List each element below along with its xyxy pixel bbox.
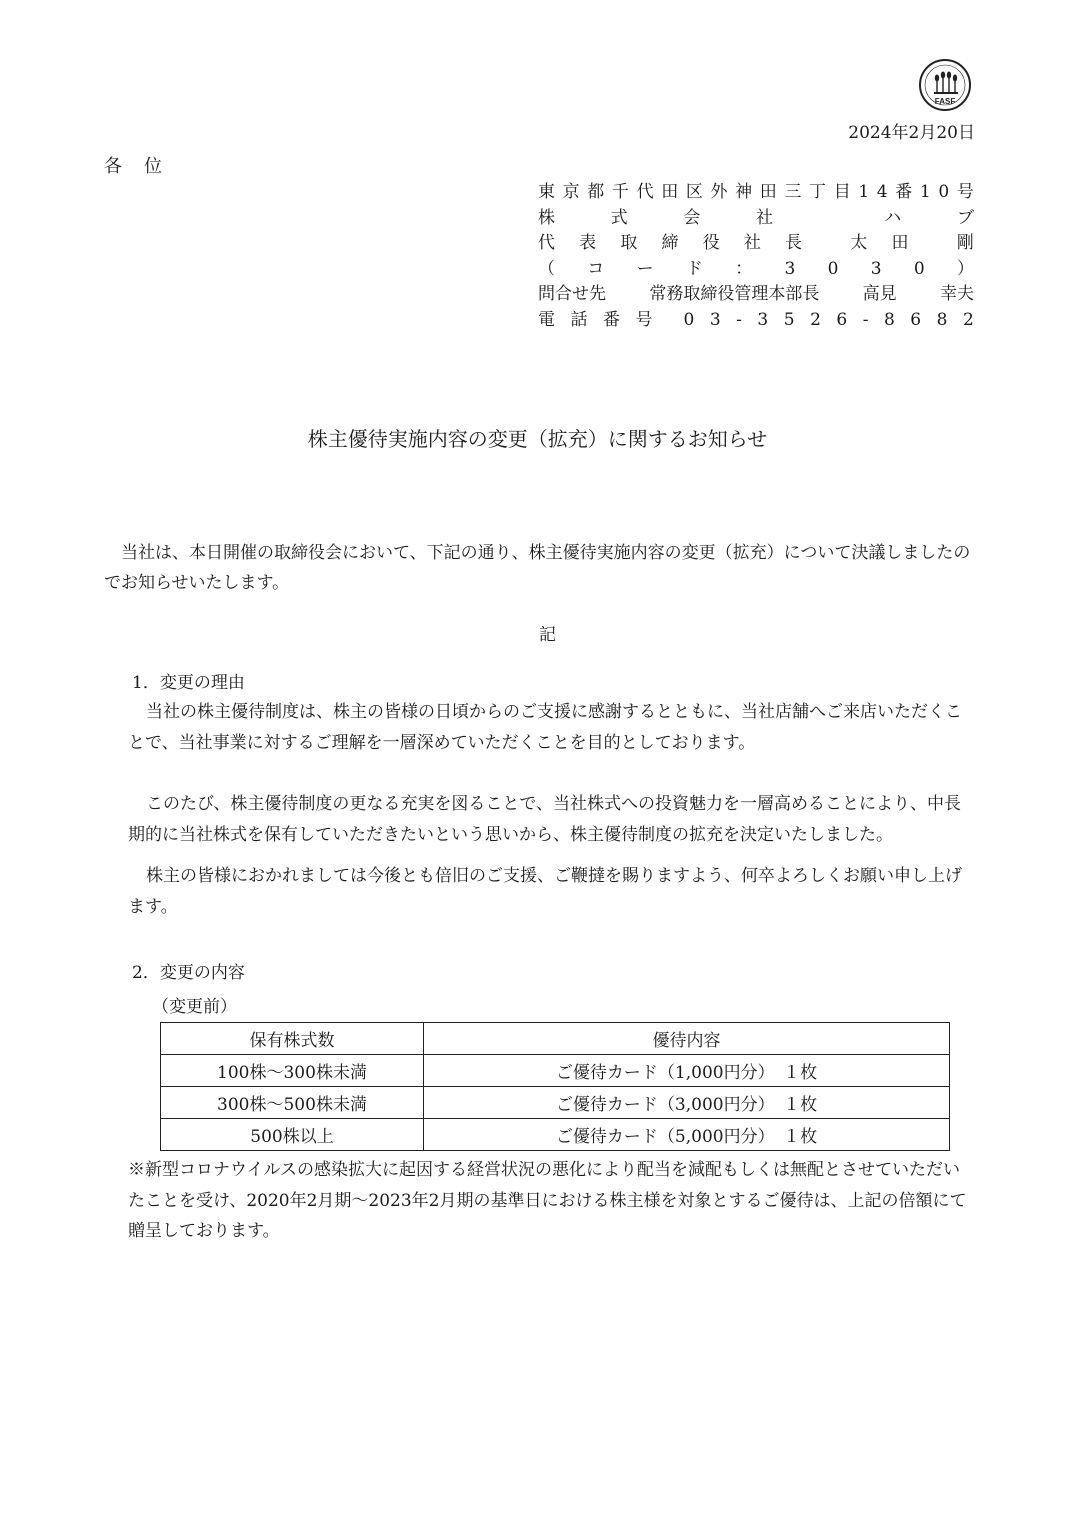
sender-token: 表 (579, 233, 597, 253)
sender-token: ブ (956, 207, 974, 228)
sender-token: 太 (850, 233, 868, 253)
logo-text: FASF (934, 97, 956, 106)
sender-representative (538, 231, 974, 257)
table-header-shares: 保有株式数 (161, 1023, 424, 1055)
table-cell-benefit: ご優待カード（3,000円分） １枚 (424, 1087, 950, 1119)
sender-token: ： (735, 258, 753, 279)
sender-token: 話 (570, 309, 588, 330)
sender-code (538, 257, 974, 283)
sender-token: 京 (562, 182, 580, 202)
sender-token: 剛 (956, 233, 974, 253)
sender-token: 代 (636, 182, 654, 202)
benefit-table (160, 1022, 950, 1151)
sender-token: 8 (936, 309, 948, 330)
sender-token: 号 (956, 182, 974, 202)
section1-paragraph-1: 当社の株主優待制度は、株主の皆様の日頃からのご支援に感謝するとともに、当社店舗へご来店いただくことで、当社事業に対するご理解を一層深めていただくことを目的としております。 (128, 702, 962, 753)
sender-token: 東 (538, 182, 555, 202)
sender-company (538, 206, 974, 232)
table-cell-shares: 300株～500株未満 (161, 1087, 424, 1119)
sender-token: 問合せ先 (538, 284, 606, 304)
sender-token: 6 (910, 309, 922, 330)
sender-token: 番 (895, 182, 913, 202)
sender-token: 幸夫 (939, 284, 974, 304)
sender-token: 2 (810, 309, 821, 330)
sender-token: ド (685, 258, 703, 279)
sender-phone (538, 308, 974, 334)
section1-paragraph-2: このたび、株主優待制度の更なる充実を図ることで、当社株式への投資魅力を一層高めることにより、中長期的に当社株式を保有していただきたいという思いから、株主優待制度の拡充を決定いたしました。 (128, 794, 961, 845)
sender-token: （ (538, 258, 555, 279)
sender-token: 1 (858, 182, 870, 202)
table-row (161, 1087, 950, 1119)
footnote: ※新型コロナウイルスの感染拡大に起因する経営状況の悪化により配当を減配もしくは無配とさせていただいたことを受け、2020年2月期～2023年2月期の基準日における株主様を対象とするご優待は、上記の倍額にて贈呈しております。 (128, 1160, 967, 1241)
sender-contact (538, 282, 974, 308)
sender-token: 2 (962, 309, 974, 330)
table-header-benefit: 優待内容 (424, 1023, 950, 1055)
table-cell-benefit: ご優待カード（5,000円分） １枚 (424, 1119, 950, 1151)
fasf-logo (918, 58, 972, 112)
sender-token: ハ (884, 207, 902, 228)
sender-token: ー (636, 258, 654, 279)
sender-token: 3 (784, 258, 796, 279)
sender-token: 田 (661, 182, 679, 202)
table-cell-benefit: ご優待カード（1,000円分） １枚 (424, 1055, 950, 1087)
sender-token: 株 (538, 207, 555, 228)
sender-token: 締 (661, 233, 679, 253)
sender-token: 目 (833, 182, 851, 202)
table-row (161, 1119, 950, 1151)
intro-paragraph: 当社は、本日開催の取締役会において、下記の通り、株主優待実施内容の変更（拡充）について決議しましたのでお知らせいたします。 (104, 543, 971, 593)
sender-token: 役 (702, 233, 720, 253)
sender-address (538, 180, 974, 206)
sender-token: 0 (913, 258, 925, 279)
sender-block (538, 180, 974, 333)
sender-token: - (862, 309, 869, 330)
section2-heading: 2．変更の内容 (132, 963, 245, 983)
sender-token: 0 (827, 258, 839, 279)
sender-token: 番 (603, 309, 620, 330)
sender-token: 長 (785, 233, 803, 253)
sender-token: 代 (538, 233, 555, 253)
document-date: 2024年2月20日 (848, 123, 975, 143)
sender-token: 社 (743, 233, 761, 253)
sender-token: 外 (710, 182, 728, 202)
sender-token: 千 (611, 182, 629, 202)
sender-token: 3 (757, 309, 769, 330)
sender-token: コ (587, 258, 605, 279)
sender-token: 0 (683, 309, 695, 330)
sender-token: 3 (870, 258, 882, 279)
page-title: 株主優待実施内容の変更（拡充）に関するお知らせ (307, 427, 768, 451)
sender-token: 0 (938, 182, 950, 202)
sender-token: 8 (883, 309, 895, 330)
sender-token: 会 (683, 207, 701, 228)
sender-token: 電 (538, 309, 555, 330)
sender-token: 常務取締役管理本部長 (649, 284, 820, 304)
sender-token: 取 (620, 233, 638, 253)
section1-heading: 1．変更の理由 (132, 673, 245, 693)
sender-token: 3 (709, 309, 721, 330)
sender-token: 4 (876, 182, 888, 202)
sender-token: ） (956, 258, 974, 279)
sender-token: 5 (783, 309, 795, 330)
sender-token: 丁 (809, 182, 827, 202)
sender-token: 号 (635, 309, 653, 330)
sender-token: 1 (919, 182, 931, 202)
sender-token: - (736, 309, 742, 330)
sender-token: 式 (610, 207, 628, 228)
sender-token: 高見 (862, 284, 897, 304)
sender-token: 神 (735, 182, 753, 202)
sender-token: 田 (891, 233, 909, 253)
sender-token: 社 (755, 207, 773, 228)
table-header-row (161, 1023, 950, 1055)
ki-marker: 記 (539, 625, 556, 645)
sender-token: 田 (759, 182, 777, 202)
table-cell-shares: 100株～300株未満 (161, 1055, 424, 1087)
sender-token: 都 (587, 182, 605, 202)
table-row (161, 1055, 950, 1087)
sender-token: 区 (685, 182, 703, 202)
addressee: 各位 (104, 156, 184, 177)
sender-token: 三 (784, 182, 802, 202)
sender-token: 6 (836, 309, 848, 330)
table-cell-shares: 500株以上 (161, 1119, 424, 1151)
section2-subheading: （変更前） (152, 997, 237, 1017)
section1-paragraph-3: 株主の皆様におかれましては今後とも倍旧のご支援、ご鞭撻を賜りますよう、何卒よろしくお願い申し上げます。 (128, 866, 962, 917)
